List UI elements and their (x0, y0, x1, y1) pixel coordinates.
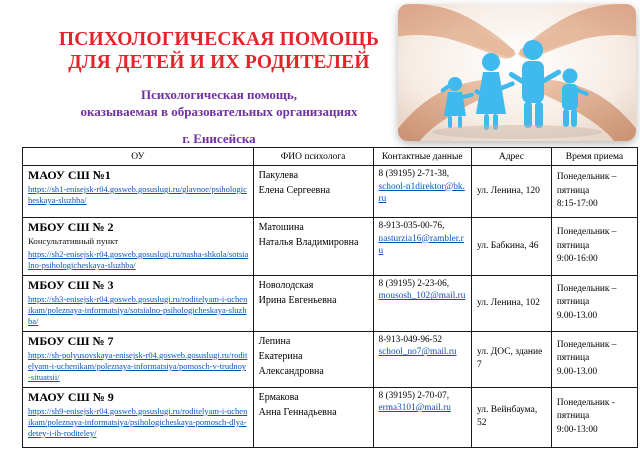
email-link[interactable]: school_no7@mail.ru (378, 347, 457, 358)
hours-days: Понедельник - пятница (556, 397, 615, 422)
column-header-psychologist: ФИО психолога (253, 148, 373, 166)
psychologist-cell (253, 331, 373, 387)
email-link[interactable]: mousosh_102@mail.ru (378, 291, 466, 302)
psychologist-given-names: Екатерина Александровна (258, 350, 324, 377)
psychologist-cell (253, 218, 373, 276)
address-cell: ул. ДОС, здание 7 (471, 331, 551, 387)
subtitle-line-1: Психологическая помощь, (140, 86, 298, 102)
school-cell (23, 275, 254, 331)
hours-time: 9:00-13:00 (556, 424, 598, 435)
school-link[interactable]: https://sh9-enisejsk-r04.gosweb.gosuslugi.ru/roditelyam-i-uchenikam/poleznaya-informatsiya/psihologicheskaya-pomosch-dlya-detey-i-ih-roditeley/ (28, 405, 248, 438)
hands-family-illustration (398, 4, 636, 141)
school-name: МАОУ СШ № 9 (28, 389, 114, 404)
school-link[interactable]: https://sh-polyusovskaya-enisejsk-r04.gosweb.gosuslugi.ru/roditelyam-i-uchenikam/poleznaya-informatsiya/pomosch-v-trudnoy-situatsii/ (28, 349, 248, 382)
table-row (23, 275, 638, 331)
contacts-cell (373, 218, 471, 276)
contacts-cell (373, 166, 471, 218)
school-link[interactable]: https://sh1-enisejsk-r04.gosweb.gosuslugi.ru/glavnoe/psihologicheskaya-sluzhba/ (28, 184, 247, 206)
page-title (28, 28, 410, 75)
school-name: МБОУ СШ № 2 (28, 220, 114, 234)
table-row (23, 166, 638, 218)
address-cell: ул. Вейнбаума, 52 (471, 387, 551, 447)
hours-time: 9.00-13.00 (556, 366, 598, 377)
school-name: МБОУ СШ № 3 (28, 277, 114, 292)
hours-time: 8:15-17:00 (556, 199, 598, 210)
table-row (23, 218, 638, 276)
email-link[interactable]: school-n1direktor@bk.ru (378, 181, 465, 205)
schools-table (22, 147, 638, 448)
psychologist-cell (253, 387, 373, 447)
hero-image (398, 4, 636, 141)
table-row (23, 387, 638, 447)
psychologist-surname: Матошина (258, 222, 304, 233)
psychologist-given-names: Елена Сергеевна (258, 185, 331, 196)
psychologist-given-names: Анна Геннадьевна (258, 406, 337, 418)
header (28, 28, 410, 147)
contacts-cell (373, 331, 471, 387)
city-label: г. Енисейска (182, 130, 256, 146)
hours-cell (551, 275, 637, 331)
contacts-cell (373, 387, 471, 447)
phone-number: 8 (39195) 2-23-06, (378, 278, 450, 289)
psychologist-surname: Пакулева (258, 170, 299, 181)
address-cell: ул. Ленина, 120 (471, 166, 551, 218)
hours-cell (551, 218, 637, 276)
school-cell (23, 166, 254, 218)
phone-number: 8-913-049-96-52 (378, 334, 443, 345)
school-note: Консультативный пункт (28, 236, 119, 246)
hours-cell (551, 331, 637, 387)
school-link[interactable]: https://sh3-enisejsk-r04.gosweb.gosuslugi.ru/roditelyam-i-uchenikam/poleznaya-informatsiya/sotsialno-psihologicheskaya-sluzhba/ (28, 293, 248, 326)
table-header-row (23, 148, 638, 166)
title-line-2: ДЛЯ ДЕТЕЙ И ИХ РОДИТЕЛЕЙ (68, 52, 370, 74)
hours-days: Понедельник – пятница (556, 227, 617, 251)
phone-number: 8 (39195) 2-71-38, (378, 169, 450, 179)
psychologist-surname: Новолодская (258, 279, 314, 291)
address-cell: ул. Ленина, 102 (471, 275, 551, 331)
address-cell: ул. Бабкина, 46 (471, 218, 551, 276)
email-link[interactable]: erma3101@mail.ru (378, 403, 451, 414)
page-subtitle (28, 86, 410, 121)
email-link[interactable]: nasturzia16@rambler.ru (378, 233, 464, 257)
school-name: МБОУ СШ № 7 (28, 333, 114, 348)
psychologist-surname: Ермакова (258, 391, 299, 403)
column-header-address: Адрес (471, 148, 551, 166)
title-line-1: ПСИХОЛОГИЧЕСКАЯ ПОМОЩЬ (58, 29, 380, 50)
psychologist-given-names: Ирина Евгеньевна (258, 294, 337, 306)
phone-number: 8-913-035-00-76, (378, 221, 445, 231)
school-link[interactable]: https://sh2-enisejsk-r04.gosweb.gosuslugi.ru/nasha-shkola/sotsialno-psihologicheskaya-sluzhba/ (28, 248, 249, 270)
hours-time: 9.00-13.00 (556, 310, 598, 321)
hours-time: 9:00-16:00 (556, 254, 598, 265)
hours-days: Понедельник – пятница (556, 339, 617, 364)
hours-days: Понедельник – пятница (556, 283, 617, 308)
school-name: МАОУ СШ №1 (28, 168, 111, 182)
column-header-contacts: Контактные данные (373, 148, 471, 166)
subtitle-line-2: оказываемая в образовательных организациях (80, 104, 358, 120)
phone-number: 8 (39195) 2-70-07, (378, 390, 450, 401)
psychologist-surname: Лепина (258, 335, 291, 347)
column-header-school: ОУ (23, 148, 254, 166)
school-cell (23, 218, 254, 276)
hours-cell (551, 166, 637, 218)
psychologist-given-names: Наталья Владимировна (258, 237, 359, 248)
hours-days: Понедельник – пятница (556, 172, 617, 196)
column-header-hours: Время приема (551, 148, 637, 166)
school-cell (23, 387, 254, 447)
table-row (23, 331, 638, 387)
psychologist-cell (253, 275, 373, 331)
contacts-cell (373, 275, 471, 331)
hours-cell (551, 387, 637, 447)
school-cell (23, 331, 254, 387)
psychologist-cell (253, 166, 373, 218)
